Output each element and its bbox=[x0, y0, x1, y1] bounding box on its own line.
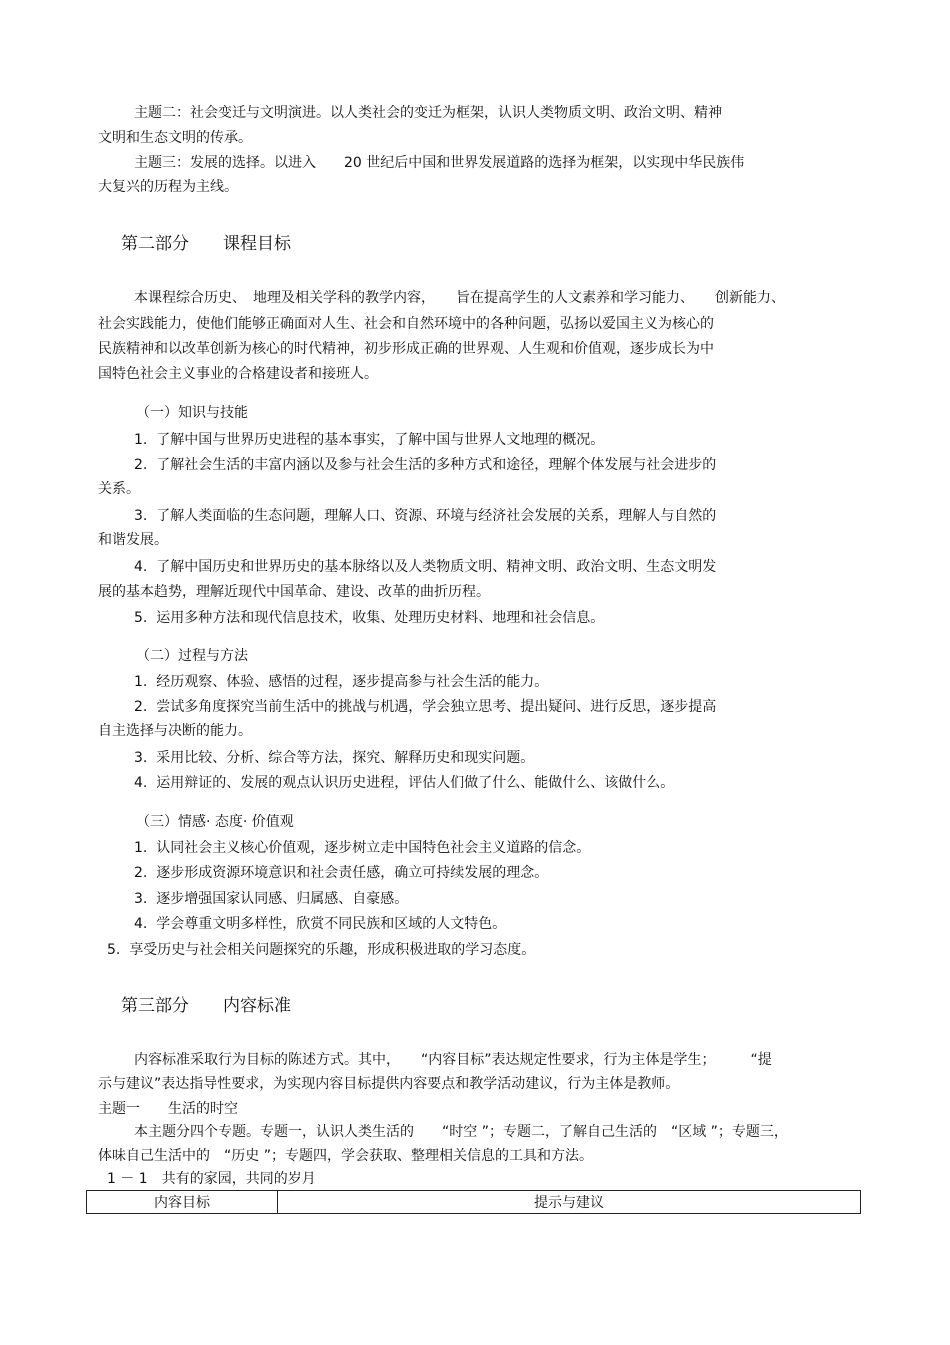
list-item-continuation: 自主选择与决断的能力。 bbox=[98, 723, 252, 739]
list-item: 2. 了解社会生活的丰富内涵以及参与社会生活的多种方式和途径，理解个体发展与社会进步的 bbox=[134, 457, 717, 473]
theme2-line1: 主题二：社会变迁与文明演进。以人类社会的变迁为框架，认识人类物质文明、政治文明、精神 bbox=[134, 105, 722, 121]
list-item: 1. 认同社会主义核心价值观，逐步树立走中国特色社会主义道路的信念。 bbox=[134, 840, 591, 856]
theme1-line2: 体味自己生活中的 “历史 ”；专题四，学会获取、整理相关信息的工具和方法。 bbox=[98, 1148, 593, 1164]
part2-heading: 第二部分 课程目标 bbox=[121, 234, 291, 254]
list-item: 5. 享受历史与社会相关问题探究的乐趣，形成积极进取的学习态度。 bbox=[107, 942, 536, 958]
list-item: 5. 运用多种方法和现代信息技术，收集、处理历史材料、地理和社会信息。 bbox=[134, 610, 605, 626]
theme3-line1: 主题三：发展的选择。以进入 20 世纪后中国和世界发展道路的选择为框架，以实现中华民族伟 bbox=[134, 155, 745, 171]
table-header-row bbox=[87, 1191, 861, 1214]
list-item: 2. 逐步形成资源环境意识和社会责任感，确立可持续发展的理念。 bbox=[134, 865, 549, 881]
section-title-values: （三）情感· 态度· 价值观 bbox=[136, 814, 294, 830]
list-item: 1. 经历观察、体验、感悟的过程，逐步提高参与社会生活的能力。 bbox=[134, 674, 549, 690]
list-item: 2. 尝试多角度探究当前生活中的挑战与机遇，学会独立思考、提出疑问、进行反思，逐步提高 bbox=[134, 699, 717, 715]
part2-para-line: 国特色社会主义事业的合格建设者和接班人。 bbox=[98, 366, 378, 382]
list-item: 3. 了解人类面临的生态问题，理解人口、资源、环境与经济社会发展的关系，理解人与自然的 bbox=[134, 508, 717, 524]
list-item: 4. 运用辩证的、发展的观点认识历史进程，评估人们做了什么、能做什么、该做什么。 bbox=[134, 775, 675, 791]
list-item-continuation: 关系。 bbox=[98, 481, 140, 497]
list-item-continuation: 展的基本趋势，理解近现代中国革命、建设、改革的曲折历程。 bbox=[98, 584, 490, 600]
theme3-line2: 大复兴的历程为主线。 bbox=[98, 179, 238, 195]
part2-para-line: 本课程综合历史、 地理及相关学科的教学内容， 旨在提高学生的人文素养和学习能力、 创新能力、 bbox=[134, 290, 785, 306]
list-item: 4. 学会尊重文明多样性，欣赏不同民族和区域的人文特色。 bbox=[134, 916, 507, 932]
theme2-line2: 文明和生态文明的传承。 bbox=[98, 130, 252, 146]
table-header-content-goal: 内容目标 bbox=[87, 1191, 278, 1214]
section-title-process: （二）过程与方法 bbox=[136, 648, 248, 664]
list-item: 3. 采用比较、分析、综合等方法，探究、解释历史和现实问题。 bbox=[134, 750, 535, 766]
list-item: 4. 了解中国历史和世界历史的基本脉络以及人类物质文明、精神文明、政治文明、生态文明发 bbox=[134, 559, 717, 575]
list-item: 1. 了解中国与世界历史进程的基本事实，了解中国与世界人文地理的概况。 bbox=[134, 432, 605, 448]
part3-heading: 第三部分 内容标准 bbox=[121, 996, 291, 1016]
part2-para-line: 民族精神和以改革创新为核心的时代精神，初步形成正确的世界观、人生观和价值观，逐步成长为中 bbox=[98, 341, 714, 357]
theme1-title: 主题一 生活的时空 bbox=[98, 1101, 238, 1117]
part3-para-line2: 示与建议”表达指导性要求，为实现内容目标提供内容要点和教学活动建议，行为主体是教师。 bbox=[98, 1076, 680, 1092]
part2-para-line: 社会实践能力，使他们能够正确面对人生、社会和自然环境中的各种问题，弘扬以爱国主义为核心的 bbox=[98, 316, 714, 332]
section-title-knowledge: （一）知识与技能 bbox=[136, 405, 248, 421]
topic-title: 1 － 1 共有的家园，共同的岁月 bbox=[107, 1171, 316, 1187]
part3-para-line1: 内容标准采取行为目标的陈述方式。其中， “内容目标”表达规定性要求，行为主体是学生； “提 bbox=[134, 1052, 772, 1068]
list-item-continuation: 和谐发展。 bbox=[98, 532, 168, 548]
content-standard-table bbox=[86, 1190, 861, 1214]
theme1-line1: 本主题分四个专题。专题一，认识人类生活的 “时空 ”；专题二，了解自己生活的 “区域 ”；专题三， bbox=[134, 1124, 788, 1140]
list-item: 3. 逐步增强国家认同感、归属感、自豪感。 bbox=[134, 891, 409, 907]
table-header-suggestions: 提示与建议 bbox=[278, 1191, 861, 1214]
